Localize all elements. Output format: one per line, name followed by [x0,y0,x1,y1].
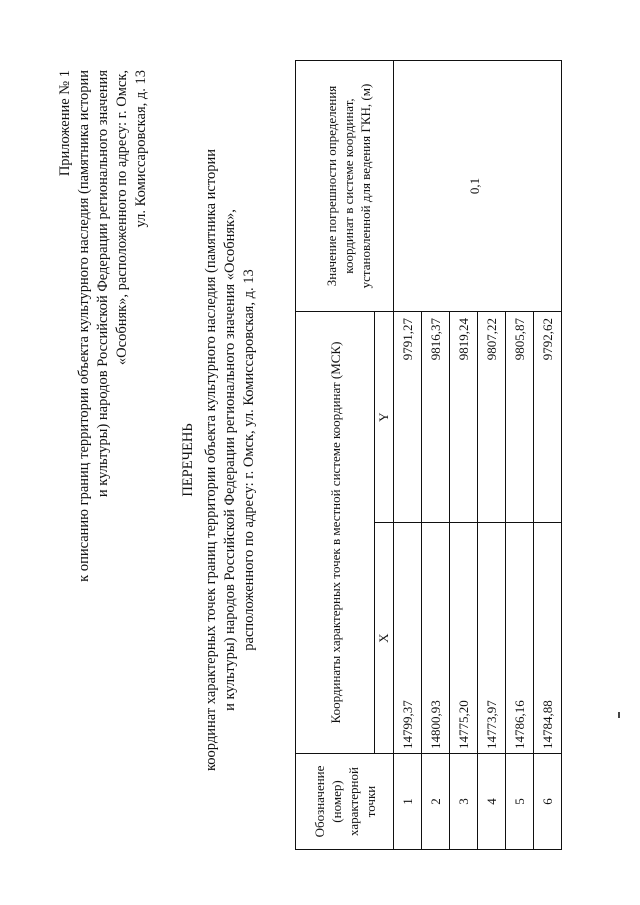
x-value: 14775,20 [450,523,478,754]
scan-mark [618,712,620,718]
x-value: 14773,97 [478,523,506,754]
point-number: 4 [478,754,506,850]
x-value: 14786,16 [506,523,534,754]
y-value: 9805,87 [506,312,534,523]
y-value: 9819,24 [450,312,478,523]
appendix-line: к описанию границ территории объекта культурного наследия (памятника истории [76,70,92,582]
y-value: 9807,22 [478,312,506,523]
document-subtitle [202,110,259,810]
point-number: 3 [450,754,478,850]
x-value: 14784,88 [534,523,562,754]
point-number: 6 [534,754,562,850]
header-error: Значение погрешности определения координат в системе координат, установленной для ведения ГКН, (м) [303,61,394,311]
x-value: 14799,37 [394,523,422,754]
rotated-page [50,50,630,870]
coordinates-table [295,60,562,850]
appendix-line: ул. Комиссаровская, д. 13 [133,70,149,228]
appendix-line: и культуры) народов Российской Федерации регионального значения [95,70,111,498]
document-title: ПЕРЕЧЕНЬ [180,423,196,497]
subtitle-line: и культуры) народов Российской Федерации регионального значения «Особняк», [222,209,238,711]
appendix-line: Приложение № 1 [57,70,73,177]
point-number: 2 [422,754,450,850]
y-value: 9816,37 [422,312,450,523]
point-number: 5 [506,754,534,850]
subtitle-line: координат характерных точек границ территории объекта культурного наследия (памятника истории [203,149,219,772]
subtitle-line: расположенного по адресу: г. Омск, ул. Комиссаровская, д. 13 [241,269,257,651]
header-x: X [375,523,394,754]
header-coordinates: Координаты характерных точек в местной системе координат (МСК) [296,312,375,754]
appendix-block [56,70,151,670]
header-y: Y [375,312,394,523]
x-value: 14800,93 [422,523,450,754]
y-value: 9792,62 [534,312,562,523]
header-error-and-value [296,61,562,312]
header-point-designation: Обозначение (номер) характерной точки [296,754,394,850]
appendix-line: «Особняк», расположенного по адресу: г. Омск, [114,70,130,366]
error-value: 0,1 [466,177,482,195]
point-number: 1 [394,754,422,850]
y-value: 9791,27 [394,312,422,523]
